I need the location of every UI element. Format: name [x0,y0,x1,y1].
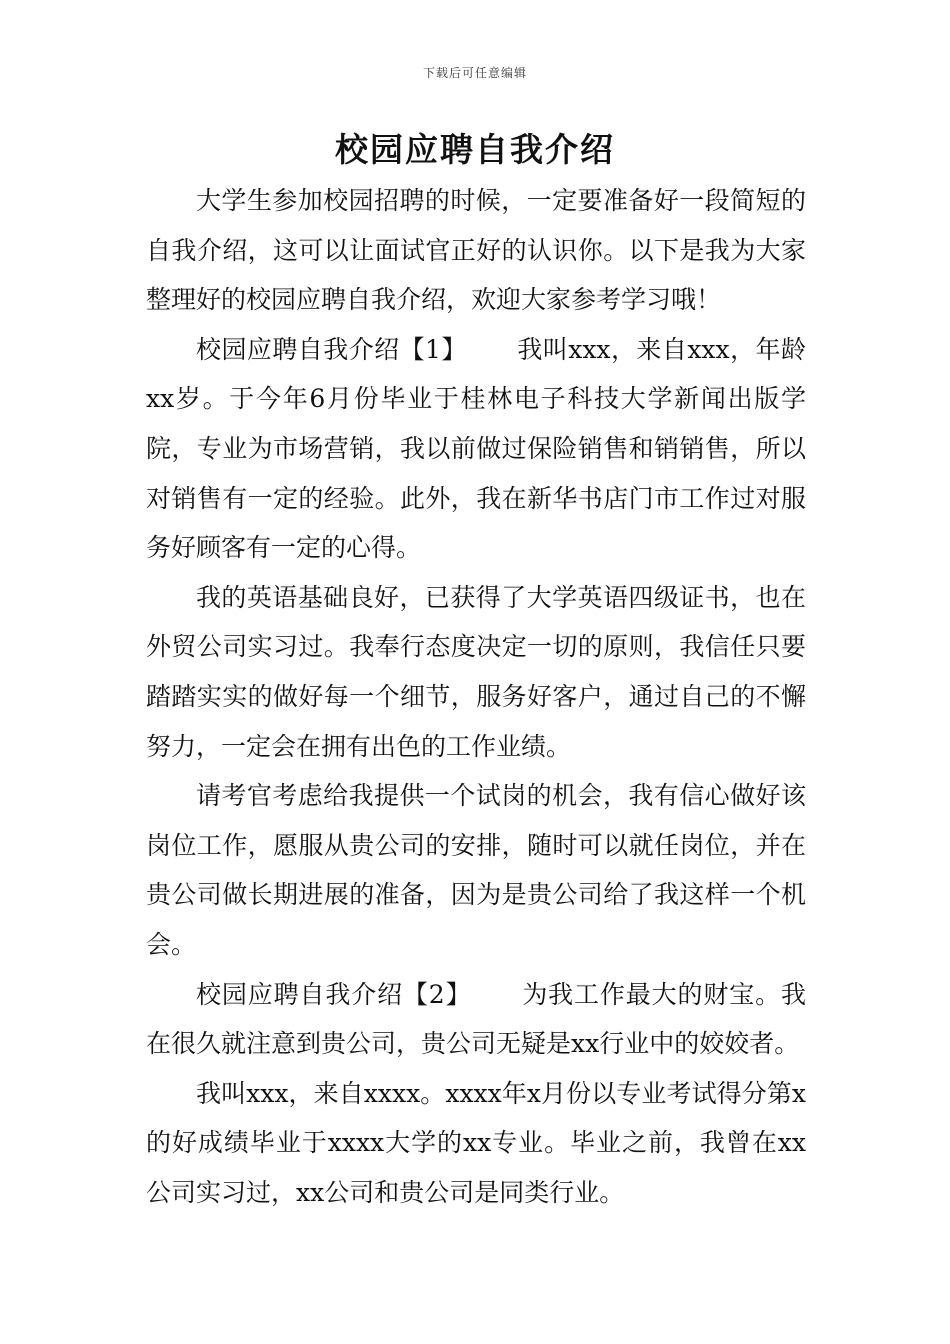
english-paragraph: 我的英语基础良好，已获得了大学英语四级证书，也在外贸公司实习过。我奉行态度决定一切的原则，我信任只要踏踏实实的做好每一个细节，服务好客户，通过自己的不懈努力，一定会在拥有出色的工作业绩。 [146,582,806,761]
document-title: 校园应聘自我介绍 [335,130,615,169]
section-1-paragraph: 校园应聘自我介绍【1】 我叫xxx，来自xxx，年龄xx岁。于今年6月份毕业于桂林电子科技大学新闻出版学院，专业为市场营销，我以前做过保险销售和销销售，所以对销售有一定的经验。此外，我在新华书店门市工作过对服务好顾客有一定的心得。 [146,334,806,563]
section-heading-2: 校园应聘自我介绍【2】 [196,979,472,1009]
section-2-paragraph: 校园应聘自我介绍【2】 为我工作最大的财宝。我在很久就注意到贵公司，贵公司无疑是xx行业中的姣姣者。 [146,979,806,1059]
request-paragraph: 请考官考虑给我提供一个试岗的机会，我有信心做好该岗位工作，愿服从贵公司的安排，随时可以就任岗位，并在贵公司做长期进展的准备，因为是贵公司给了我这样一个机会。 [146,781,806,959]
intro-paragraph: 大学生参加校园招聘的时候，一定要准备好一段简短的自我介绍，这可以让面试官正好的认识你。以下是我为大家整理好的校园应聘自我介绍，欢迎大家参考学习哦！ [146,186,806,315]
section-heading-1: 校园应聘自我介绍【1】 [196,334,467,364]
background-paragraph: 我叫xxx，来自xxxx。xxxx年x月份以专业考试得分第x的好成绩毕业于xxxx大学的xx专业。毕业之前，我曾在xx公司实习过，xx公司和贵公司是同类行业。 [146,1078,806,1207]
header-note: 下载后可任意编辑 [422,66,527,80]
document-body [146,176,806,1217]
